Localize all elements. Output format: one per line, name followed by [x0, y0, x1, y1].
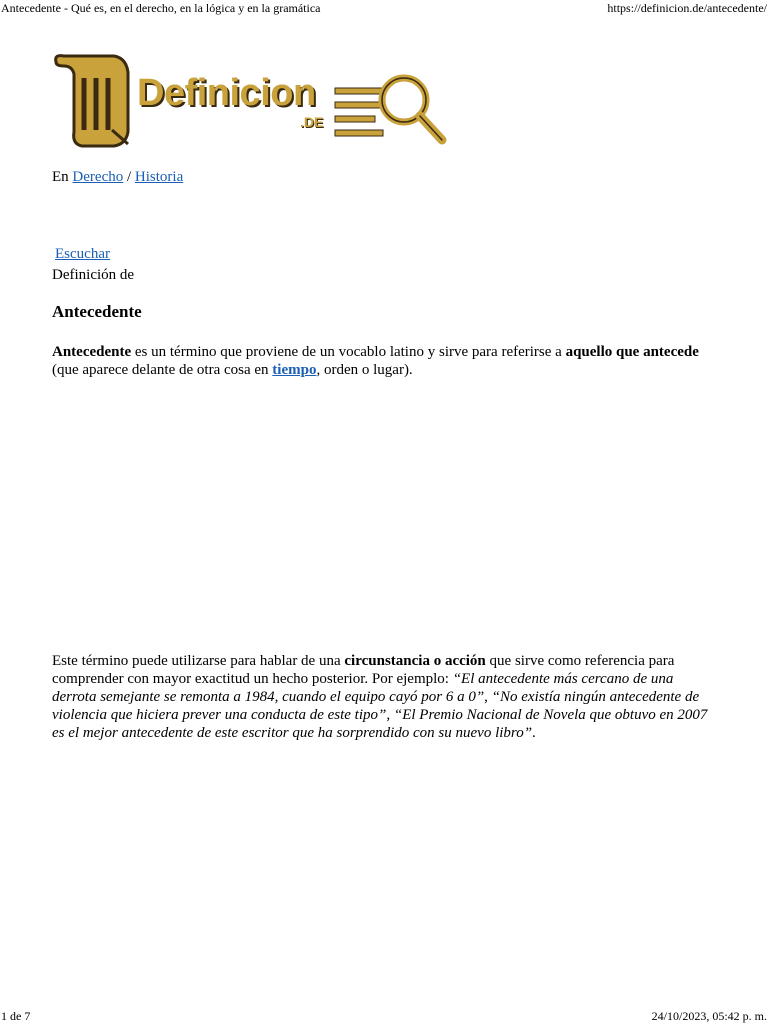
listen-button[interactable]: Escuchar [55, 246, 110, 262]
example-3: “El Premio Nacional de Novela que obtuvo en 2007 es el mejor antecedente de este escritor que ha sorprendido con su nuevo libro” [52, 707, 708, 741]
example-1: “El antecedente más cercano de una derrota semejante se remonta a 1984, cuando el equipo cayó por 6 a 0” [52, 671, 674, 705]
site-logo[interactable] [52, 52, 448, 150]
breadcrumb-prefix: En [52, 169, 69, 185]
p2-text-a: Este término puede utilizarse para hablar de una [52, 653, 345, 669]
tiempo-link[interactable]: tiempo [272, 362, 317, 378]
page-url: https://definicion.de/antecedente/ [607, 1, 767, 15]
logo-domain: .DE [300, 114, 324, 130]
p1-bold-a: aquello que antecede [565, 344, 699, 360]
p2-bold-a: circunstancia o acción [344, 653, 486, 669]
p2-comma-2: , [386, 707, 394, 723]
print-footer [0, 1008, 768, 1024]
p1-text-a: es un término que proviene de un vocablo latino y sirve para referirse a [131, 344, 566, 360]
term-bold: Antecedente [52, 344, 132, 360]
breadcrumb-separator: / [126, 169, 132, 185]
print-header [0, 0, 768, 18]
p1-text-b: (que aparece delante de otra cosa en [52, 362, 273, 378]
definition-of-label: Definición de [52, 267, 135, 283]
article-heading: Antecedente [52, 302, 142, 321]
listen-container [55, 245, 719, 263]
paragraph-2 [52, 652, 716, 742]
logo-wordmark: Definicion [137, 72, 316, 114]
p2-text-b: que sirve como referencia para comprender con mayor exactitud un hecho posterior. Por ejemplo: [52, 653, 675, 687]
example-2: “No existía ningún antecedente de violencia que hiciera prever una conducta de este tipo” [52, 689, 700, 723]
p2-comma-1: , [484, 689, 492, 705]
breadcrumb-link-derecho[interactable]: Derecho [72, 169, 124, 185]
paragraph-1 [52, 343, 716, 379]
print-datetime: 24/10/2023, 05:42 p. m. [651, 1009, 767, 1023]
breadcrumb-link-historia[interactable]: Historia [134, 169, 184, 185]
page-title: Antecedente - Qué es, en el derecho, en la lógica y en la gramática [1, 1, 321, 15]
p1-text-c: , orden o lugar). [316, 362, 413, 378]
page-number: 1 de 7 [1, 1009, 31, 1023]
breadcrumb [52, 168, 716, 186]
p2-end: . [532, 725, 536, 741]
